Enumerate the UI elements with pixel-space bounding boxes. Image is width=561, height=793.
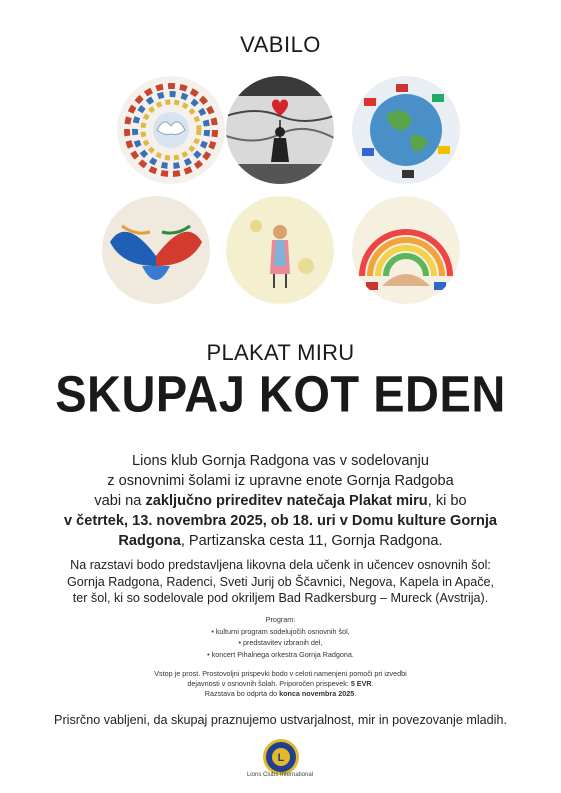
program-item: • kulturni program sodelujočih osnovnih šol, <box>211 626 350 636</box>
event-date-line <box>40 511 521 531</box>
artwork-handshake-rainbow <box>352 196 460 304</box>
poster-subtitle: PLAKAT MIRU <box>206 340 355 365</box>
artwork-flags-dove <box>117 76 225 184</box>
entry-info <box>60 669 501 699</box>
entry-text: . <box>371 679 374 688</box>
exhibition-end-date: konca novembra 2025 <box>279 689 355 698</box>
invite-text: vabi na <box>94 493 146 509</box>
artwork-figures <box>226 196 334 304</box>
entry-text: Razstava bo odprta do <box>204 689 280 698</box>
entry-line: Vstop je prost. Prostovoljni prispevki bodo v celoti namenjeni pomoči pri izvedbi <box>154 669 407 678</box>
donation-amount: 5 EVR <box>350 679 372 688</box>
exhibit-line: Na razstavi bodo predstavljena likovna dela učenk in učencev osnovnih šol: <box>70 558 491 572</box>
program-section <box>0 614 561 660</box>
entry-line <box>60 689 501 699</box>
artwork-girl-heart <box>226 76 334 184</box>
exhibition-text <box>30 557 531 607</box>
event-address-line <box>40 531 521 551</box>
artwork-birds <box>102 196 210 304</box>
event-name: zaključno prireditev natečaja Plakat miru <box>145 493 428 509</box>
header-title: VABILO <box>240 32 321 57</box>
poster-title: SKUPAJ KOT EDEN <box>55 364 506 423</box>
entry-text: dejavnosti v osnovnih šolah. Priporočen prispevek: <box>187 679 351 688</box>
entry-text: . <box>354 689 357 698</box>
event-address: , Partizanska cesta 11, Gornja Radgona. <box>180 533 443 549</box>
program-heading: Program: <box>265 615 296 624</box>
invite-text: , ki bo <box>427 493 467 509</box>
closing-text: Prisrčno vabljeni, da skupaj praznujemo ustvarjalnost, mir in povezovanje mladih. <box>54 713 507 727</box>
event-date: v četrtek, 13. novembra 2025, ob 18. uri v Domu kulture Gornja <box>63 513 498 529</box>
lions-logo-icon <box>261 737 301 777</box>
invite-line <box>40 491 521 511</box>
lions-logo-letter: L <box>277 752 285 764</box>
exhibit-line: ter šol, ki so sodelovale pod okriljem Bad Radkersburg – Mureck (Avstrija). <box>72 591 489 605</box>
invitation-text <box>40 451 521 551</box>
program-item: • predstavitev izbranih del, <box>238 638 323 647</box>
invite-line: z osnovnimi šolami iz upravne enote Gornja Radgoba <box>107 473 454 489</box>
event-venue: Radgona <box>118 533 181 549</box>
invite-line: Lions klub Gornja Radgona vas v sodelovanju <box>132 453 429 469</box>
exhibit-line: Gornja Radgona, Radenci, Sveti Jurij ob Ščavnici, Negova, Kapela in Apače, <box>66 574 495 589</box>
lions-logo-caption: Lions Clubs International <box>246 772 314 778</box>
artwork-earth-flags <box>352 76 460 184</box>
entry-line <box>60 679 501 689</box>
program-item: • koncert Pihalnega orkestra Gornja Radgona. <box>207 649 354 659</box>
